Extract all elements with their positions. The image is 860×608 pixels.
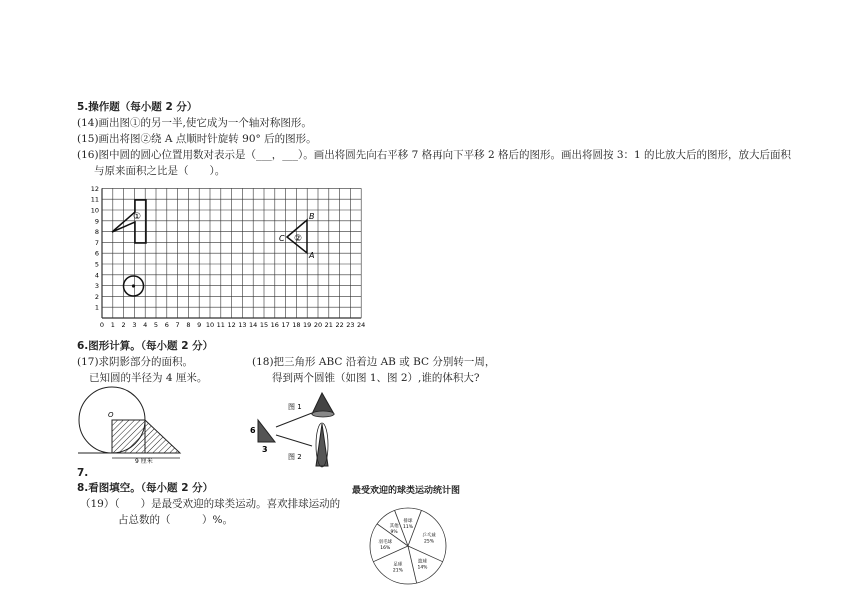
y-tick-label: 10: [90, 206, 99, 215]
question-16-line2: 与原来面积之比是（ ）。: [94, 165, 226, 177]
pie-slice-label: 足球: [393, 562, 403, 568]
x-tick-label: 6: [164, 321, 169, 329]
side-6-label: 6: [250, 426, 256, 435]
x-tick-label: 7: [175, 321, 180, 329]
x-tick-label: 23: [346, 321, 355, 329]
point-b-label: B: [309, 212, 315, 221]
y-tick-label: 3: [94, 282, 99, 291]
question-18-line1: (18)把三角形 ABC 沿着边 AB 或 BC 分别转一周，: [252, 356, 496, 368]
x-tick-label: 1: [110, 321, 115, 329]
x-tick-label: 8: [186, 321, 191, 329]
x-tick-label: 14: [249, 321, 258, 329]
x-tick-label: 3: [132, 321, 137, 329]
side-3-label: 3: [262, 445, 268, 454]
base-length-label: 9 厘米: [135, 458, 153, 465]
x-tick-label: 15: [259, 321, 269, 329]
question-17-line1: (17)求阴影部分的面积。: [77, 356, 194, 368]
pie-slice-label: 其他: [389, 523, 399, 529]
x-tick-label: 4: [143, 321, 148, 329]
y-tick-label: 5: [94, 260, 99, 269]
pie-slice-label: 乒乓球: [422, 533, 436, 539]
shape-1-label: ①: [133, 212, 142, 222]
x-tick-label: 2: [121, 321, 126, 329]
x-tick-label: 16: [270, 321, 279, 329]
y-tick-label: 7: [94, 238, 99, 247]
point-c-label: C: [279, 234, 285, 243]
pie-slice-value: 14%: [417, 565, 428, 571]
x-tick-label: 22: [335, 321, 344, 329]
x-tick-label: 13: [238, 321, 247, 329]
y-tick-label: 8: [94, 228, 99, 237]
y-tick-label: 6: [94, 249, 99, 258]
pie-chart-title: 最受欢迎的球类运动统计图: [352, 486, 461, 496]
question-15: (15)画出将图②绕 A 点顺时针旋转 90° 后的图形。: [77, 133, 317, 145]
x-tick-label: 21: [324, 321, 333, 329]
x-tick-label: 10: [205, 321, 215, 329]
pie-slice-value: 21%: [392, 568, 403, 574]
x-tick-label: 24: [357, 321, 366, 329]
x-tick-label: 11: [216, 321, 225, 329]
x-tick-label: 17: [281, 321, 290, 329]
y-tick-label: 1: [94, 303, 99, 312]
fig2-label: 图 2: [288, 453, 302, 461]
pie-slice-label: 羽毛球: [378, 539, 393, 545]
y-tick-label: 12: [90, 184, 99, 193]
shape-2-label: ②: [294, 234, 303, 244]
fig1-label: 图 1: [288, 403, 302, 411]
y-tick-label: 2: [94, 292, 99, 301]
x-tick-label: 0: [99, 321, 105, 329]
x-tick-label: 20: [313, 321, 323, 329]
x-tick-label: 12: [227, 321, 236, 329]
y-tick-label: 9: [94, 217, 99, 226]
question-19-line2: 占总数的（ ）%。: [118, 514, 233, 526]
x-tick-label: 18: [292, 321, 301, 329]
x-tick-label: 5: [153, 321, 159, 329]
section6-heading: 6.图形计算。（每小题 2 分）: [77, 340, 214, 352]
pie-slice-value: 16%: [380, 545, 391, 551]
question-19-line1: （19）（ ）是最受欢迎的球类运动。喜欢排球运动的: [80, 498, 341, 510]
y-tick-label: 11: [90, 195, 99, 204]
point-a-label: A: [309, 251, 315, 260]
question-18-line2: 得到两个圆锥（如图 1、图 2）,谁的体积大?: [272, 372, 480, 384]
section8-heading: 8.看图填空。（每小题 2 分）: [77, 482, 214, 494]
question-17-line2: 已知圆的半径为 4 厘米。: [89, 372, 208, 384]
section7-heading: 7.: [77, 467, 89, 479]
x-tick-label: 9: [197, 321, 202, 329]
pie-slice-value: 11%: [402, 525, 414, 531]
pie-slice-value: 25%: [424, 539, 435, 545]
question-14: (14)画出图①的另一半,使它成为一个轴对称图形。: [77, 117, 312, 129]
pie-slice-label: 排球: [403, 519, 413, 525]
section5-heading: 5.操作题（每小题 2 分）: [77, 101, 198, 113]
center-o-label: O: [108, 411, 114, 419]
pie-slice-value: 9%: [390, 529, 398, 535]
y-tick-label: 4: [94, 271, 99, 280]
x-tick-label: 19: [303, 321, 312, 329]
question-16-line1: (16)图中圆的圆心位置用数对表示是（___，___）。画出将圆先向右平移 7 格再向下平移 2 格后的图形。画出将圆按 3：1 的比放大后的图形，放大后面积: [77, 149, 792, 161]
pie-slice-label: 篮球: [417, 559, 427, 565]
